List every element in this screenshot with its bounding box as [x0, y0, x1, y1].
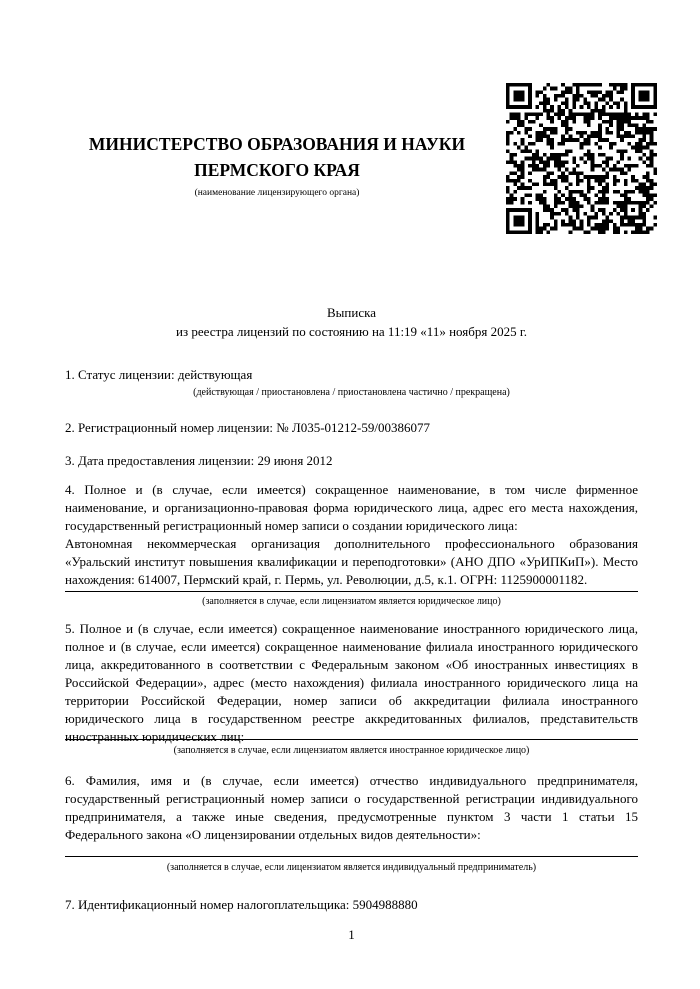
- item-5-foreign-entity: 5. Полное и (в случае, если имеется) сокращенное наименование иностранного юридического лица, полное и (в случае, если имеется) сокращенное наименование филиала иностранного юридического лица, аккредитованного в соответствии с Федеральным законом «Об иностранных инвестициях в Российской Федерации», адрес (место нахождения) филиала иностранного юридического лица на территории Российской Федерации, номер записи об аккредитации филиала иностранного юридического лица в государственном реестре аккредитованных филиалов, представительств иностранных юридических лиц:: [65, 621, 638, 744]
- document-title: Выписка: [327, 305, 376, 320]
- qr-code-icon: [506, 83, 657, 234]
- item-2-registration-number: 2. Регистрационный номер лицензии: № Л035-01212-59/00386077: [65, 420, 431, 435]
- item-6-caption: (заполняется в случае, если лицензиатом является индивидуальный предприниматель): [166, 862, 537, 873]
- item-4-legal-entity: [65, 481, 638, 589]
- item-5-caption: (заполняется в случае, если лицензиатом является иностранное юридическое лицо): [173, 745, 530, 756]
- page-number: 1: [348, 927, 355, 942]
- fill-line-legal-entity: [65, 591, 638, 592]
- document-heading: [65, 304, 638, 341]
- issuer-header: [63, 131, 491, 199]
- document-subtitle: из реестра лицензий по состоянию на 11:19 «11» ноября 2025 г.: [176, 323, 527, 339]
- issuer-name-line1: МИНИСТЕРСТВО ОБРАЗОВАНИЯ И НАУКИ: [88, 134, 466, 154]
- item-6-individual-entrepreneur: 6. Фамилия, имя и (в случае, если имеется) отчество индивидуального предпринимателя, государственный регистрационный номер записи о государственной регистрации индивидуального предпринимателя, а также иные сведения, предусмотренные пунктом 3 части 1 статьи 15 Федерального закона «О лицензировании отдельных видов деятельности»:: [65, 773, 638, 842]
- issuer-name-line2: ПЕРМСКОГО КРАЯ: [194, 160, 360, 180]
- item-7-taxpayer-number: 7. Идентификационный номер налогоплательщика: 5904988880: [65, 897, 418, 912]
- item-1-caption: (действующая / приостановлена / приостановлена частично / прекращена): [193, 387, 510, 398]
- item-1-license-status: 1. Статус лицензии: действующая: [65, 367, 253, 382]
- issuer-caption: (наименование лицензирующего органа): [194, 188, 360, 198]
- item-4-value: Автономная некоммерческая организация дополнительного профессионального образования «Уральский институт повышения квалификации и переподготовки» (АНО ДПО «УрИПКиП»). Место нахождения: 614007, Пермский край, г. Пермь, ул. Революции, д.5, к.1. ОГРН: 1125900001182.: [65, 536, 638, 587]
- fill-line-individual-entrepreneur: [65, 856, 638, 857]
- fill-line-foreign-entity: [65, 739, 638, 740]
- item-4-text: 4. Полное и (в случае, если имеется) сокращенное наименование, в том числе фирменное наименование, и организационно-правовая форма юридического лица, адрес его места нахождения, государственный регистрационный номер записи о создании юридического лица:: [65, 482, 638, 533]
- item-3-grant-date: 3. Дата предоставления лицензии: 29 июня 2012: [65, 453, 333, 468]
- item-4-caption: (заполняется в случае, если лицензиатом является юридическое лицо): [202, 596, 501, 607]
